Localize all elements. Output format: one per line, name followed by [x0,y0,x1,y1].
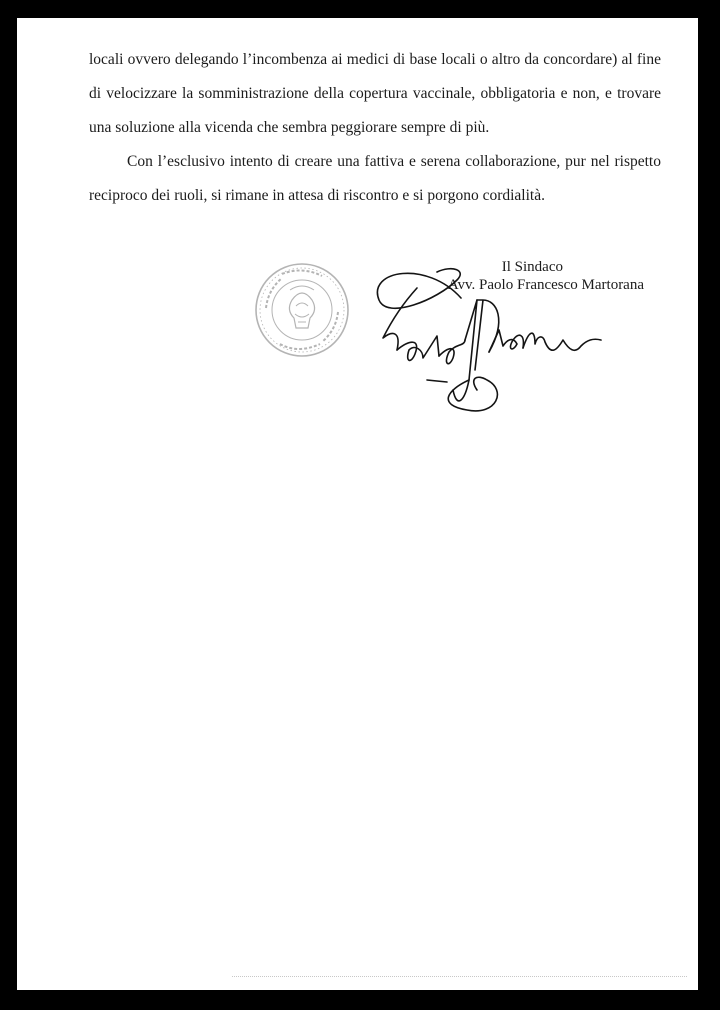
paragraph-line: di velocizzare la somministrazione della copertura vaccinale, obbligatoria e non, e trovare [89,85,661,102]
body-paragraph-2 [89,145,661,213]
official-seal-icon [252,260,352,360]
paragraph-line: locali ovvero delegando l’incombenza ai medici di base locali o altro da concordare) al fine [89,51,661,68]
paragraph-line: una soluzione alla vicenda che sembra peggiorare sempre di più. [89,119,490,136]
signatory-role: Il Sindaco [501,259,563,275]
paragraph-line: reciproco dei ruoli, si rimane in attesa di riscontro e si porgono cordialità. [89,187,545,204]
signatory-name: Avv. Paolo Francesco Martorana [447,277,644,293]
handwritten-signature [357,260,617,420]
footer-divider [232,976,687,977]
body-paragraph-1 [89,43,661,145]
document-page [17,18,698,990]
paragraph-line: Con l’esclusivo intento di creare una fattiva e serena collaborazione, pur nel rispetto [127,153,661,170]
